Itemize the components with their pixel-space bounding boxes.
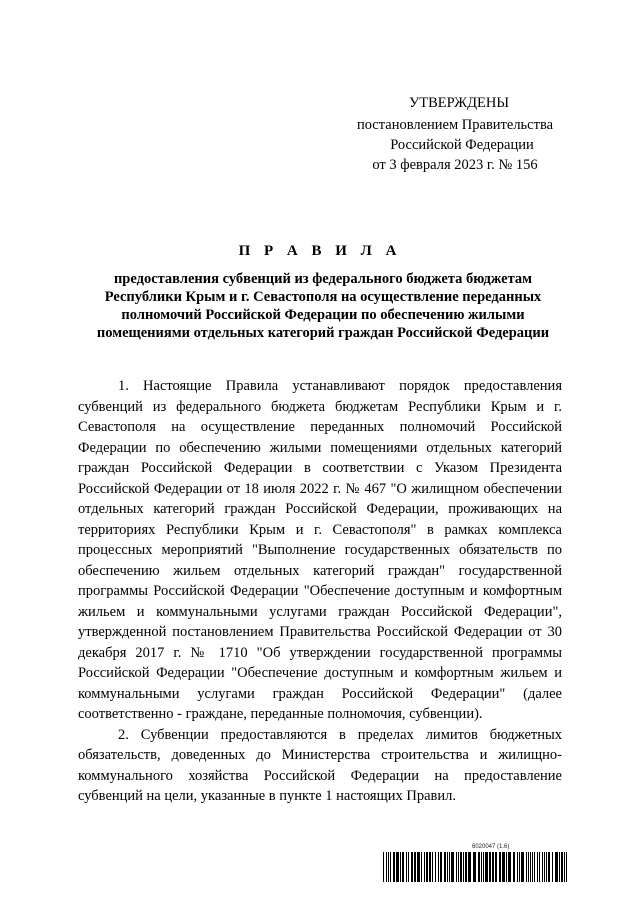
rules-heading: П Р А В И Л А xyxy=(238,243,402,259)
paragraph-1: 1. Настоящие Правила устанавливают порядок предоставления субвенций из федерального бюджета бюджетам Республики Крым и г. Севастополя на осуществление переданных полномочий Российской Федерации по обеспечению жилыми помещениями отдельных категорий граждан Российской Федерации в соответствии с Указом Президента Российской Федерации от 18 июля 2022 г. № 467 "О жилищном обеспечении отдельных категорий граждан Российской Федерации, проживающих на территориях Республики Крым и г. Севастополя" в рамках комплекса процессных мероприятий "Выполнение государственных обязательств по обеспечению жильем отдельных категорий граждан" государственной программы Российской Федерации "Обеспечение доступным и комфортным жильем и коммунальными услугами граждан Российской Федерации", утвержденной постановлением Правительства Российской Федерации от 30 декабря 2017 г. № 1710 "Об утверждении государственной программы Российской Федерации "Обеспечение доступным и комфортным жильем и коммунальными услугами граждан Российской Федерации" (далее соответственно - граждане, переданные полномочия, субвенции). xyxy=(78,378,562,722)
approval-title: УТВЕРЖДЕНЫ xyxy=(408,95,510,111)
approval-stamp xyxy=(330,93,580,175)
approval-line-2: Российской Федерации xyxy=(390,137,534,153)
rules-subtitle: предоставления субвенций из федерального бюджета бюджетам Республики Крым и г. Севастополя на осуществление переданных полномочий Российской Федерации по обеспечению жилыми помещениями отдельных категорий граждан Российской Федерации xyxy=(96,271,550,341)
paragraph-2: 2. Субвенции предоставляются в пределах лимитов бюджетных обязательств, доведенных до Министерства строительства и жилищно-коммунального хозяйства Российской Федерации на предоставление субвенций на цели, указанные в пункте 1 настоящих Правил. xyxy=(78,726,562,804)
barcode-image xyxy=(383,852,568,882)
document-body xyxy=(78,376,562,807)
document-code: 6020047 (1.6) xyxy=(472,844,510,850)
approval-line-3: от 3 февраля 2023 г. № 156 xyxy=(372,157,538,173)
approval-line-1: постановлением Правительства xyxy=(356,117,554,133)
